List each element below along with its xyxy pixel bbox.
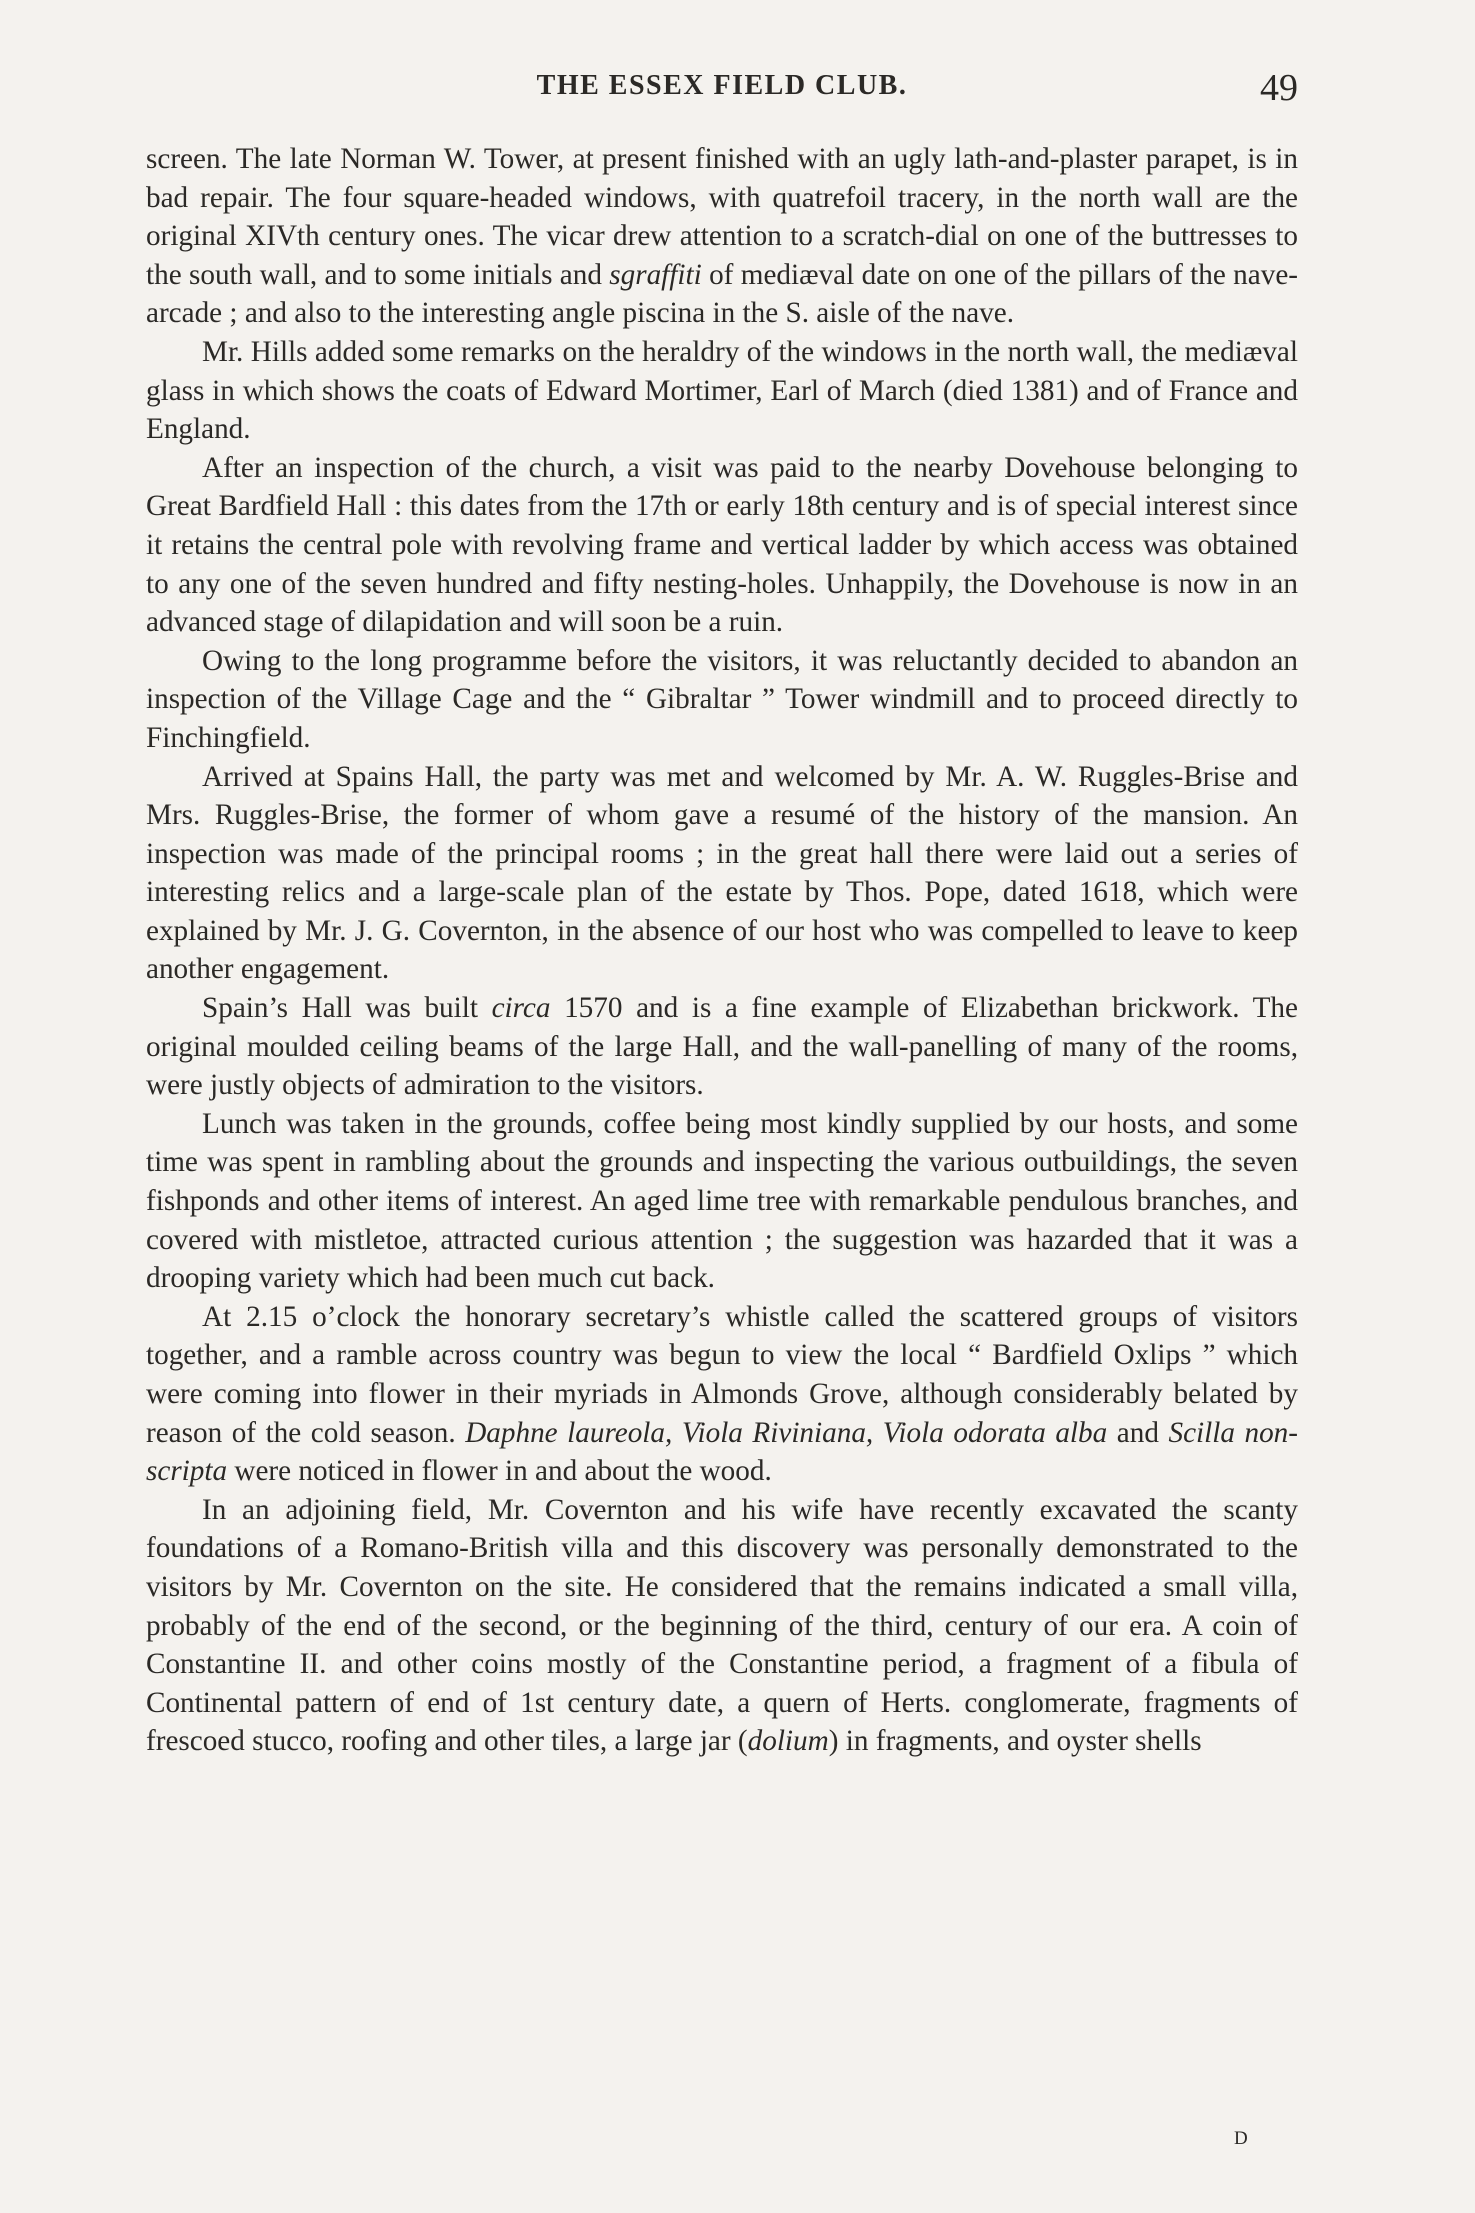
- text-run: ) in fragments, and oyster shells: [828, 1725, 1202, 1758]
- text-run: After an inspection of the church, a visit was paid to the nearby Dovehouse belonging to Great Bardfield Hall : this dates from the 17th or early 18th century and is of special interest since it retains the central pole with revolving frame and vertical ladder by which access was obtained to any one of the seven hundred and fifty nesting-holes. Unhappily, the Dovehouse is now in an advanced stage of dilapidation and will soon be a ruin.: [146, 451, 1298, 639]
- text-run: and: [1107, 1416, 1169, 1449]
- body-text: [146, 140, 1298, 1761]
- paragraph: [146, 1105, 1298, 1298]
- text-run: screen. The late Norman W. Tower, at present finished with an ugly lath-and-plaster parapet, is in bad repair. The four square-headed windows, with quatrefoil tracery, in the north wall are the original XIVth century ones. The vicar drew attention to a scratch-dial on one of the buttresses to the south wall, and to some initials and: [146, 143, 1298, 291]
- page-number: 49: [1260, 67, 1298, 109]
- text-run: Owing to the long programme before the visitors, it was reluctantly decided to abandon an inspection of the Village Cage and the “ Gibraltar ” Tower windmill and to proceed directly to Finchingfield.: [146, 644, 1298, 754]
- text-run: Spain’s Hall was built: [202, 992, 492, 1025]
- text-run: 1570 and is a fine example of Elizabethan brickwork. The original moulded ceiling beams of the large Hall, and the wall-panelling of many of the rooms, were justly objects of admiration to the visitors.: [146, 992, 1298, 1102]
- text-run: At 2.15 o’clock the honorary secretary’s whistle called the scattered groups of visitors together, and a ramble across country was begun to view the local “ Bardfield Oxlips ” which were coming into flower in their myriads in Almonds Grove, although considerably belated by reason of the cold season.: [146, 1300, 1298, 1449]
- paragraph: [146, 1491, 1298, 1761]
- paragraph: [146, 989, 1298, 1105]
- text-run: were noticed in flower in and about the wood.: [227, 1455, 772, 1488]
- italic-text: Scilla non-scripta: [146, 1416, 1298, 1488]
- text-run: In an adjoining field, Mr. Covernton and his wife have recently excavated the scanty foundations of a Romano-British villa and this discovery was personally demonstrated to the visitors by Mr. Covernton on the site. He considered that the remains indicated a small villa, probably of the end of the second, or the beginning of the third, century of our era. A coin of Constantine II. and other coins mostly of the Constantine period, a fragment of a fibula of Continental pattern of end of 1st century date, a quern of Herts. conglomerate, fragments of frescoed stucco, roofing and other tiles, a large jar (: [146, 1493, 1298, 1758]
- signature-mark: D: [1234, 2128, 1249, 2149]
- paragraph: [146, 642, 1298, 758]
- text-run: Arrived at Spains Hall, the party was met and welcomed by Mr. A. W. Ruggles-Brise and Mrs. Ruggles-Brise, the former of whom gave a resumé of the history of the mansion. An inspection was made of the principal rooms ; in the great hall there were laid out a series of interesting relics and a large-scale plan of the estate by Thos. Pope, dated 1618, which were explained by Mr. J. G. Covernton, in the absence of our host who was compelled to leave to keep another engagement.: [146, 760, 1298, 986]
- paragraph: [146, 449, 1298, 642]
- paragraph: [146, 758, 1298, 990]
- text-run: Mr. Hills added some remarks on the heraldry of the windows in the north wall, the mediæval glass in which shows the coats of Edward Mortimer, Earl of March (died 1381) and of France and England.: [146, 335, 1298, 446]
- paragraph: [146, 333, 1298, 449]
- italic-text: sgraffiti: [609, 258, 702, 291]
- running-title: THE ESSEX FIELD CLUB.: [536, 70, 908, 101]
- text-run: of mediæval date on one of the pillars of the nave-arcade ; and also to the interesting angle piscina in the S. aisle of the nave.: [146, 258, 1298, 330]
- text-run: Lunch was taken in the grounds, coffee being most kindly supplied by our hosts, and some time was spent in rambling about the grounds and inspecting the various outbuildings, the seven fishponds and other items of interest. An aged lime tree with remarkable pendulous branches, and covered with mistletoe, attracted curious attention ; the suggestion was hazarded that it was a drooping variety which had been much cut back.: [146, 1107, 1298, 1295]
- paragraph: [146, 140, 1298, 333]
- page-header: [146, 66, 1298, 116]
- paragraph: [146, 1298, 1298, 1491]
- italic-text: Daphne laureola, Viola Riviniana, Viola odorata alba: [465, 1416, 1108, 1449]
- italic-text: circa: [491, 992, 551, 1025]
- italic-text: dolium: [747, 1725, 829, 1758]
